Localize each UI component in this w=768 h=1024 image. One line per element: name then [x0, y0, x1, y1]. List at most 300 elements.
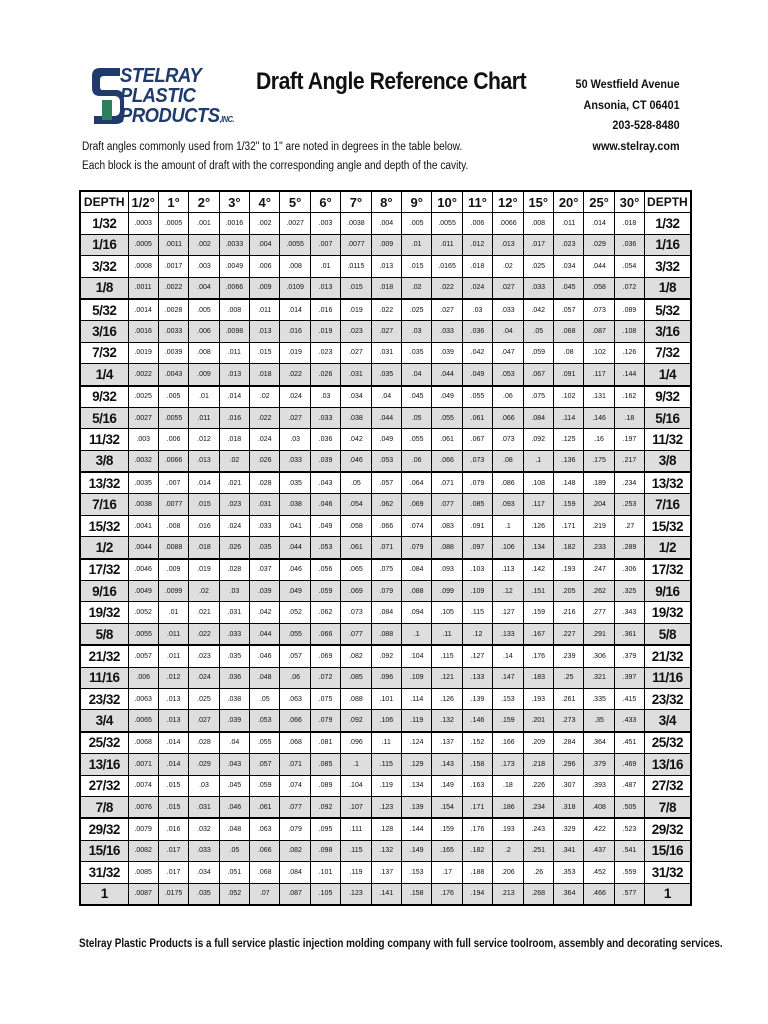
draft-value-cell: .044	[250, 623, 280, 645]
draft-value-cell: .143	[432, 754, 462, 775]
draft-value-cell: .035	[402, 342, 432, 363]
draft-value-cell: .0066	[158, 450, 188, 472]
draft-value-cell: .11	[371, 732, 401, 754]
draft-value-cell: .022	[371, 299, 401, 321]
draft-value-cell: .0005	[128, 234, 158, 255]
angle-header: 8°	[371, 191, 401, 213]
draft-value-cell: .036	[614, 234, 644, 255]
depth-cell-right: 1/16	[645, 234, 691, 255]
draft-value-cell: .154	[432, 796, 462, 818]
address-city: Ansonia, CT 06401	[583, 97, 680, 112]
draft-value-cell: .115	[341, 840, 371, 861]
draft-value-cell: .004	[371, 213, 401, 234]
draft-value-cell: .0068	[128, 732, 158, 754]
draft-value-cell: .03	[280, 429, 310, 450]
draft-value-cell: .087	[280, 883, 310, 905]
draft-value-cell: .014	[189, 472, 219, 494]
draft-value-cell: .057	[250, 754, 280, 775]
depth-cell-right: 5/16	[645, 407, 691, 428]
draft-value-cell: .0085	[128, 862, 158, 883]
draft-value-cell: .045	[553, 277, 583, 299]
draft-value-cell: .006	[158, 429, 188, 450]
depth-cell-right: 1/8	[645, 277, 691, 299]
draft-value-cell: .04	[219, 732, 249, 754]
draft-value-cell: .043	[310, 472, 340, 494]
table-row	[80, 840, 691, 861]
table-header-row	[80, 191, 691, 213]
draft-value-cell: .176	[523, 645, 553, 667]
table-row	[80, 775, 691, 796]
draft-value-cell: .153	[402, 862, 432, 883]
draft-angle-table	[79, 190, 692, 906]
draft-value-cell: .075	[371, 559, 401, 581]
draft-value-cell: .023	[553, 234, 583, 255]
depth-cell-left: 3/32	[80, 256, 128, 277]
table-row	[80, 321, 691, 342]
draft-value-cell: .079	[280, 818, 310, 840]
draft-value-cell: .133	[462, 667, 492, 688]
draft-value-cell: .14	[493, 645, 523, 667]
draft-value-cell: .013	[310, 277, 340, 299]
draft-value-cell: .013	[158, 688, 188, 709]
table-row	[80, 429, 691, 450]
table-row	[80, 407, 691, 428]
draft-value-cell: .063	[250, 818, 280, 840]
draft-value-cell: .16	[584, 429, 614, 450]
draft-value-cell: .042	[341, 429, 371, 450]
draft-value-cell: .042	[462, 342, 492, 363]
draft-value-cell: .102	[584, 342, 614, 363]
draft-value-cell: .253	[614, 494, 644, 515]
angle-header: 7°	[341, 191, 371, 213]
draft-value-cell: .026	[250, 450, 280, 472]
draft-value-cell: .132	[371, 840, 401, 861]
draft-value-cell: .171	[553, 515, 583, 536]
draft-value-cell: .0011	[158, 234, 188, 255]
draft-value-cell: .451	[614, 732, 644, 754]
draft-value-cell: .12	[462, 623, 492, 645]
draft-value-cell: .008	[523, 213, 553, 234]
draft-value-cell: .084	[523, 407, 553, 428]
draft-value-cell: .183	[523, 667, 553, 688]
draft-value-cell: .065	[341, 559, 371, 581]
draft-value-cell: .049	[371, 429, 401, 450]
draft-value-cell: .119	[371, 775, 401, 796]
draft-value-cell: .119	[402, 710, 432, 732]
draft-value-cell: .003	[189, 256, 219, 277]
draft-value-cell: .069	[402, 494, 432, 515]
draft-value-cell: .0175	[158, 883, 188, 905]
draft-value-cell: .159	[523, 602, 553, 623]
draft-value-cell: .0063	[128, 688, 158, 709]
draft-value-cell: .139	[402, 796, 432, 818]
draft-value-cell: .06	[280, 667, 310, 688]
depth-cell-right: 3/16	[645, 321, 691, 342]
draft-value-cell: .087	[584, 321, 614, 342]
draft-value-cell: .092	[371, 645, 401, 667]
draft-value-cell: .117	[584, 364, 614, 386]
draft-value-cell: .083	[432, 515, 462, 536]
draft-value-cell: .05	[523, 321, 553, 342]
draft-value-cell: .004	[189, 277, 219, 299]
draft-value-cell: .108	[523, 472, 553, 494]
draft-value-cell: .0033	[219, 234, 249, 255]
draft-value-cell: .062	[310, 602, 340, 623]
depth-cell-left: 15/16	[80, 840, 128, 861]
draft-value-cell: .105	[310, 883, 340, 905]
draft-value-cell: .0077	[341, 234, 371, 255]
draft-value-cell: .306	[614, 559, 644, 581]
depth-cell-left: 25/32	[80, 732, 128, 754]
table-row	[80, 818, 691, 840]
draft-value-cell: .107	[341, 796, 371, 818]
draft-value-cell: .054	[341, 494, 371, 515]
draft-value-cell: .106	[371, 710, 401, 732]
angle-header: 11°	[462, 191, 492, 213]
logo-line-2: PLASTIC	[120, 85, 196, 107]
draft-value-cell: .01	[158, 602, 188, 623]
address-website[interactable]: www.stelray.com	[592, 138, 680, 153]
draft-value-cell: .049	[310, 515, 340, 536]
draft-value-cell: .0008	[128, 256, 158, 277]
draft-value-cell: .0099	[158, 581, 188, 602]
draft-value-cell: .219	[584, 515, 614, 536]
draft-value-cell: .014	[158, 754, 188, 775]
depth-cell-right: 9/32	[645, 386, 691, 408]
draft-value-cell: .025	[402, 299, 432, 321]
draft-value-cell: .004	[250, 234, 280, 255]
page-title: Draft Angle Reference Chart	[256, 68, 527, 95]
draft-value-cell: .101	[310, 862, 340, 883]
draft-value-cell: .25	[553, 667, 583, 688]
draft-value-cell: .0066	[493, 213, 523, 234]
draft-value-cell: .043	[219, 754, 249, 775]
depth-cell-right: 31/32	[645, 862, 691, 883]
draft-value-cell: .003	[128, 429, 158, 450]
draft-value-cell: .114	[402, 688, 432, 709]
draft-value-cell: .559	[614, 862, 644, 883]
draft-value-cell: .296	[553, 754, 583, 775]
angle-header: 2°	[189, 191, 219, 213]
draft-value-cell: .064	[402, 472, 432, 494]
draft-value-cell: .071	[371, 537, 401, 559]
draft-value-cell: .046	[341, 450, 371, 472]
draft-value-cell: .04	[402, 364, 432, 386]
draft-value-cell: .025	[523, 256, 553, 277]
draft-value-cell: .1	[341, 754, 371, 775]
draft-value-cell: .128	[371, 818, 401, 840]
draft-value-cell: .031	[219, 602, 249, 623]
draft-value-cell: .092	[310, 796, 340, 818]
angle-header: 9°	[402, 191, 432, 213]
draft-value-cell: .213	[493, 883, 523, 905]
draft-value-cell: .091	[553, 364, 583, 386]
draft-value-cell: .039	[219, 710, 249, 732]
depth-cell-right: 1/32	[645, 213, 691, 234]
draft-value-cell: .415	[614, 688, 644, 709]
draft-value-cell: .048	[250, 667, 280, 688]
draft-value-cell: .02	[402, 277, 432, 299]
draft-value-cell: .039	[432, 342, 462, 363]
draft-value-cell: .014	[584, 213, 614, 234]
draft-value-cell: .001	[189, 213, 219, 234]
draft-value-cell: .057	[553, 299, 583, 321]
draft-value-cell: .226	[523, 775, 553, 796]
draft-value-cell: .541	[614, 840, 644, 861]
draft-value-cell: .11	[432, 623, 462, 645]
draft-value-cell: .284	[553, 732, 583, 754]
draft-value-cell: .057	[371, 472, 401, 494]
draft-value-cell: .011	[432, 234, 462, 255]
draft-value-cell: .053	[250, 710, 280, 732]
table-row	[80, 494, 691, 515]
draft-value-cell: .234	[614, 472, 644, 494]
draft-value-cell: .074	[280, 775, 310, 796]
draft-value-cell: .104	[341, 775, 371, 796]
draft-value-cell: .038	[280, 494, 310, 515]
depth-cell-left: 11/32	[80, 429, 128, 450]
draft-value-cell: .353	[553, 862, 583, 883]
draft-value-cell: .013	[189, 450, 219, 472]
draft-value-cell: .092	[523, 429, 553, 450]
draft-value-cell: .054	[614, 256, 644, 277]
draft-value-cell: .027	[189, 710, 219, 732]
draft-value-cell: .307	[553, 775, 583, 796]
draft-value-cell: .058	[341, 515, 371, 536]
draft-value-cell: .011	[158, 645, 188, 667]
draft-value-cell: .049	[280, 581, 310, 602]
draft-value-cell: .077	[280, 796, 310, 818]
draft-value-cell: .042	[250, 602, 280, 623]
draft-value-cell: .009	[371, 234, 401, 255]
draft-value-cell: .306	[584, 645, 614, 667]
table-body	[80, 213, 691, 905]
draft-value-cell: .027	[432, 299, 462, 321]
draft-value-cell: .03	[462, 299, 492, 321]
draft-value-cell: .018	[219, 429, 249, 450]
draft-value-cell: .0022	[128, 364, 158, 386]
draft-value-cell: .273	[553, 710, 583, 732]
draft-value-cell: .0077	[158, 494, 188, 515]
draft-value-cell: .031	[189, 796, 219, 818]
draft-value-cell: .126	[614, 342, 644, 363]
draft-value-cell: .04	[493, 321, 523, 342]
draft-value-cell: .009	[250, 277, 280, 299]
draft-value-cell: .086	[493, 472, 523, 494]
draft-value-cell: .117	[523, 494, 553, 515]
draft-value-cell: .011	[158, 623, 188, 645]
depth-cell-left: 27/32	[80, 775, 128, 796]
draft-value-cell: .018	[614, 213, 644, 234]
draft-value-cell: .072	[310, 667, 340, 688]
table-row	[80, 581, 691, 602]
depth-cell-left: 7/16	[80, 494, 128, 515]
draft-value-cell: .0065	[128, 710, 158, 732]
draft-value-cell: .171	[462, 796, 492, 818]
draft-value-cell: .033	[310, 407, 340, 428]
draft-value-cell: .0044	[128, 537, 158, 559]
table-row	[80, 364, 691, 386]
draft-value-cell: .18	[614, 407, 644, 428]
draft-value-cell: .393	[584, 775, 614, 796]
draft-value-cell: .26	[523, 862, 553, 883]
draft-value-cell: .321	[584, 667, 614, 688]
draft-value-cell: .088	[371, 623, 401, 645]
draft-value-cell: .008	[280, 256, 310, 277]
draft-value-cell: .408	[584, 796, 614, 818]
draft-value-cell: .019	[189, 559, 219, 581]
draft-value-cell: .016	[280, 321, 310, 342]
draft-value-cell: .067	[523, 364, 553, 386]
draft-value-cell: .134	[523, 537, 553, 559]
draft-value-cell: .096	[341, 732, 371, 754]
depth-cell-right: 3/4	[645, 710, 691, 732]
draft-value-cell: .01	[189, 386, 219, 408]
draft-value-cell: .085	[341, 667, 371, 688]
draft-value-cell: .034	[553, 256, 583, 277]
draft-value-cell: .079	[371, 581, 401, 602]
depth-cell-right: 11/32	[645, 429, 691, 450]
draft-value-cell: .341	[553, 840, 583, 861]
draft-value-cell: .193	[493, 818, 523, 840]
draft-value-cell: .022	[280, 364, 310, 386]
draft-value-cell: .048	[219, 818, 249, 840]
draft-value-cell: .124	[402, 732, 432, 754]
draft-value-cell: .044	[371, 407, 401, 428]
draft-value-cell: .049	[432, 386, 462, 408]
draft-value-cell: .073	[341, 602, 371, 623]
draft-value-cell: .021	[219, 472, 249, 494]
draft-value-cell: .015	[341, 277, 371, 299]
depth-cell-right: 3/8	[645, 450, 691, 472]
draft-value-cell: .049	[462, 364, 492, 386]
draft-value-cell: .176	[432, 883, 462, 905]
draft-value-cell: .0109	[280, 277, 310, 299]
draft-value-cell: .0027	[128, 407, 158, 428]
draft-value-cell: .027	[371, 321, 401, 342]
draft-value-cell: .167	[523, 623, 553, 645]
draft-value-cell: .027	[280, 407, 310, 428]
draft-value-cell: .005	[189, 299, 219, 321]
draft-value-cell: .055	[462, 386, 492, 408]
draft-value-cell: .066	[280, 710, 310, 732]
draft-value-cell: .024	[189, 667, 219, 688]
draft-value-cell: .026	[310, 364, 340, 386]
draft-value-cell: .0033	[158, 321, 188, 342]
draft-value-cell: .329	[553, 818, 583, 840]
draft-value-cell: .022	[432, 277, 462, 299]
draft-value-cell: .129	[402, 754, 432, 775]
angle-header: 12°	[493, 191, 523, 213]
draft-value-cell: .268	[523, 883, 553, 905]
draft-value-cell: .01	[402, 234, 432, 255]
draft-value-cell: .023	[310, 342, 340, 363]
draft-value-cell: .261	[553, 688, 583, 709]
depth-cell-right: 7/32	[645, 342, 691, 363]
draft-value-cell: .075	[523, 386, 553, 408]
draft-value-cell: .0076	[128, 796, 158, 818]
draft-value-cell: .132	[432, 710, 462, 732]
draft-value-cell: .019	[280, 342, 310, 363]
draft-value-cell: .18	[493, 775, 523, 796]
draft-value-cell: .033	[280, 450, 310, 472]
draft-value-cell: .039	[250, 581, 280, 602]
draft-value-cell: .0087	[128, 883, 158, 905]
draft-value-cell: .182	[462, 840, 492, 861]
draft-value-cell: .291	[584, 623, 614, 645]
depth-cell-left: 9/16	[80, 581, 128, 602]
draft-value-cell: .05	[402, 407, 432, 428]
draft-value-cell: .018	[462, 256, 492, 277]
draft-value-cell: .0088	[158, 537, 188, 559]
depth-cell-right: 25/32	[645, 732, 691, 754]
draft-value-cell: .144	[402, 818, 432, 840]
draft-value-cell: .08	[493, 450, 523, 472]
draft-value-cell: .012	[189, 429, 219, 450]
draft-value-cell: .092	[341, 710, 371, 732]
depth-cell-left: 1/2	[80, 537, 128, 559]
draft-value-cell: .031	[250, 494, 280, 515]
draft-value-cell: .096	[371, 667, 401, 688]
draft-value-cell: .153	[493, 688, 523, 709]
depth-cell-right: 13/32	[645, 472, 691, 494]
depth-cell-left: 13/16	[80, 754, 128, 775]
draft-value-cell: .069	[341, 581, 371, 602]
draft-value-cell: .034	[341, 386, 371, 408]
draft-value-cell: .335	[584, 688, 614, 709]
draft-value-cell: .013	[371, 256, 401, 277]
draft-value-cell: .205	[553, 581, 583, 602]
draft-value-cell: .159	[493, 710, 523, 732]
draft-value-cell: .005	[402, 213, 432, 234]
draft-value-cell: .251	[523, 840, 553, 861]
table-row	[80, 386, 691, 408]
depth-cell-left: 7/32	[80, 342, 128, 363]
draft-value-cell: .159	[432, 818, 462, 840]
draft-value-cell: .0028	[158, 299, 188, 321]
draft-value-cell: .018	[189, 537, 219, 559]
draft-value-cell: .044	[432, 364, 462, 386]
angle-header: 3°	[219, 191, 249, 213]
depth-cell-left: 31/32	[80, 862, 128, 883]
table-row	[80, 645, 691, 667]
table-row	[80, 710, 691, 732]
draft-value-cell: .137	[432, 732, 462, 754]
depth-cell-right: 11/16	[645, 667, 691, 688]
draft-value-cell: .089	[614, 299, 644, 321]
draft-value-cell: .014	[280, 299, 310, 321]
angle-header: 6°	[310, 191, 340, 213]
depth-cell-left: 29/32	[80, 818, 128, 840]
draft-value-cell: .0165	[432, 256, 462, 277]
draft-value-cell: .0038	[128, 494, 158, 515]
draft-value-cell: .053	[493, 364, 523, 386]
company-address	[576, 74, 680, 156]
intro-line-1: Draft angles commonly used from 1/32" to 1" are noted in degrees in the table below.	[82, 141, 463, 153]
table-row	[80, 559, 691, 581]
depth-cell-right: 27/32	[645, 775, 691, 796]
draft-value-cell: .0055	[158, 407, 188, 428]
draft-value-cell: .036	[462, 321, 492, 342]
draft-value-cell: .038	[341, 407, 371, 428]
draft-value-cell: .061	[432, 429, 462, 450]
draft-value-cell: .243	[523, 818, 553, 840]
draft-value-cell: .452	[584, 862, 614, 883]
draft-value-cell: .012	[462, 234, 492, 255]
draft-value-cell: .186	[493, 796, 523, 818]
depth-cell-left: 3/4	[80, 710, 128, 732]
draft-value-cell: .097	[462, 537, 492, 559]
